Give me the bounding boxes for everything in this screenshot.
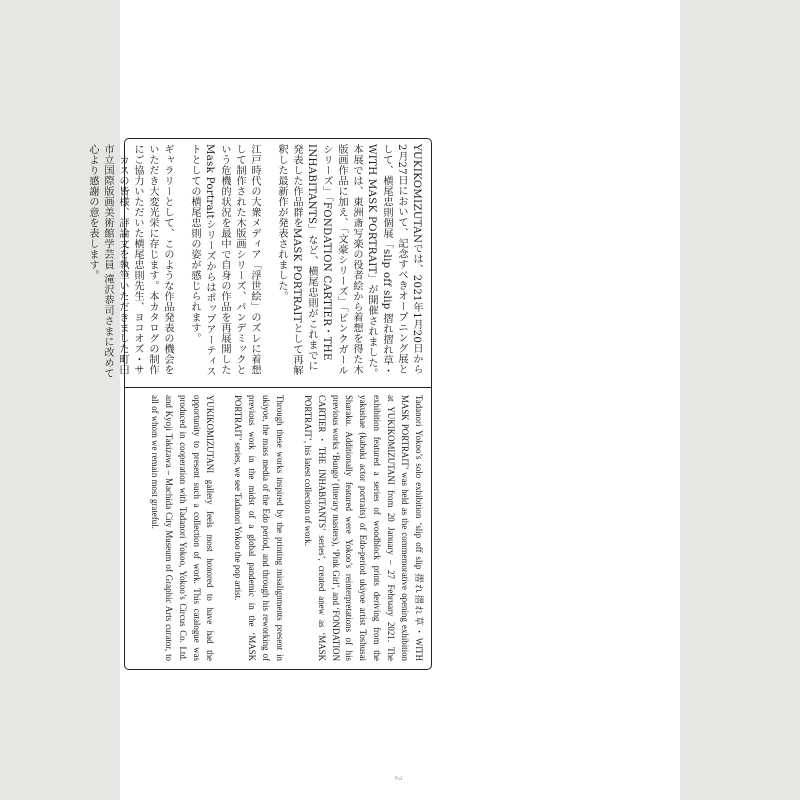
english-paragraph-3: YUKIKOMIZUTANI gallery feels most honored to have had the opportunity to present such a collection of work. This catalogue was produced in cooperation with Tadanori Yokoo, Yokoo’s Circus Co. Ltd. and Kyoji Takizawa – Machida City Museum of Graphic Arts curator, to all of whom we remain most grateful. [149,395,216,661]
section-divider [125,387,431,388]
japanese-paragraph-2: 江戸時代の大衆メディア「浮世絵」のズレに着想して制作された木版画シリーズ、パンデミックという危機的状況を最中で自身の作品を再展開したMask Portraitシリーズからはポップアーティストとしての横尾忠則の姿が感じられます。 [189,144,260,377]
english-paragraph-1: Tadanori Yokoo’s solo exhibition ‘slip off slip 摺れ摺れ草・WITH MASK PORTRAIT’ was held as the commemorative opening exhibition at YUKIKOMIZUTANI from 20 January – 27 February 2021. The exhibition featured a series of woodblock prints deriving from the yakushae (kabuki actor portraits) of Edo-period ukiyoe artist Toshusai Sharaku. Additionally featured were Yokoo’s reinterpretations of his previous works ‘Bungo’ (literary masters), ‘Pink Girl’, and ‘FONDATION CARTIER・THE INHABITANTS’ series’, created anew as ‘MASK PORTRAIT’, his latest collection of work. [302,395,424,661]
english-text-block [131,395,425,661]
english-text-region [131,395,425,661]
text-frame [87,138,432,670]
japanese-text-block [87,144,424,380]
english-paragraph-2: Through these works inspired by the printing misalignments present in ukiyoe, the mass media of the Edo period, and through his reworking of previous work in the midst of a global pandemic in the ‘MASK PORTRAIT’ series, we see Tadanori Yokoo the pop artist. [233,395,285,661]
japanese-paragraph-1: YUKIKOMIZUTANでは、2021年1月20日から2月27日において、記念すべきオープニング展として、横尾忠則個展「slip off slip 摺れ摺れ草・WITH MASK PORTRAIT」が開催されました。本展では、東洲斎写楽の役者絵から着想を得た木版画作品に加え、「文豪シリーズ」「ピンクガールシリーズ」「FONDATION CARTIER・THE INHABITANTS」など、横尾忠則がこれまでに発表した作品群をMASK PORTRAITとして再解釈した最新作が発表されました。 [276,144,422,379]
japanese-paragraph-3: ギャラリーとして、このような作品発表の機会をいただき大変光栄に存じます。本カタログの制作にご協力いただいた横尾忠則先生、ヨコオズ・サーカスの皆様、評論文を執筆いただきました町田市立国際版画美術館学芸員 滝沢恭司さまに改めて心より感謝の意を表します。 [87,144,173,379]
page-number: 2 [393,775,404,781]
